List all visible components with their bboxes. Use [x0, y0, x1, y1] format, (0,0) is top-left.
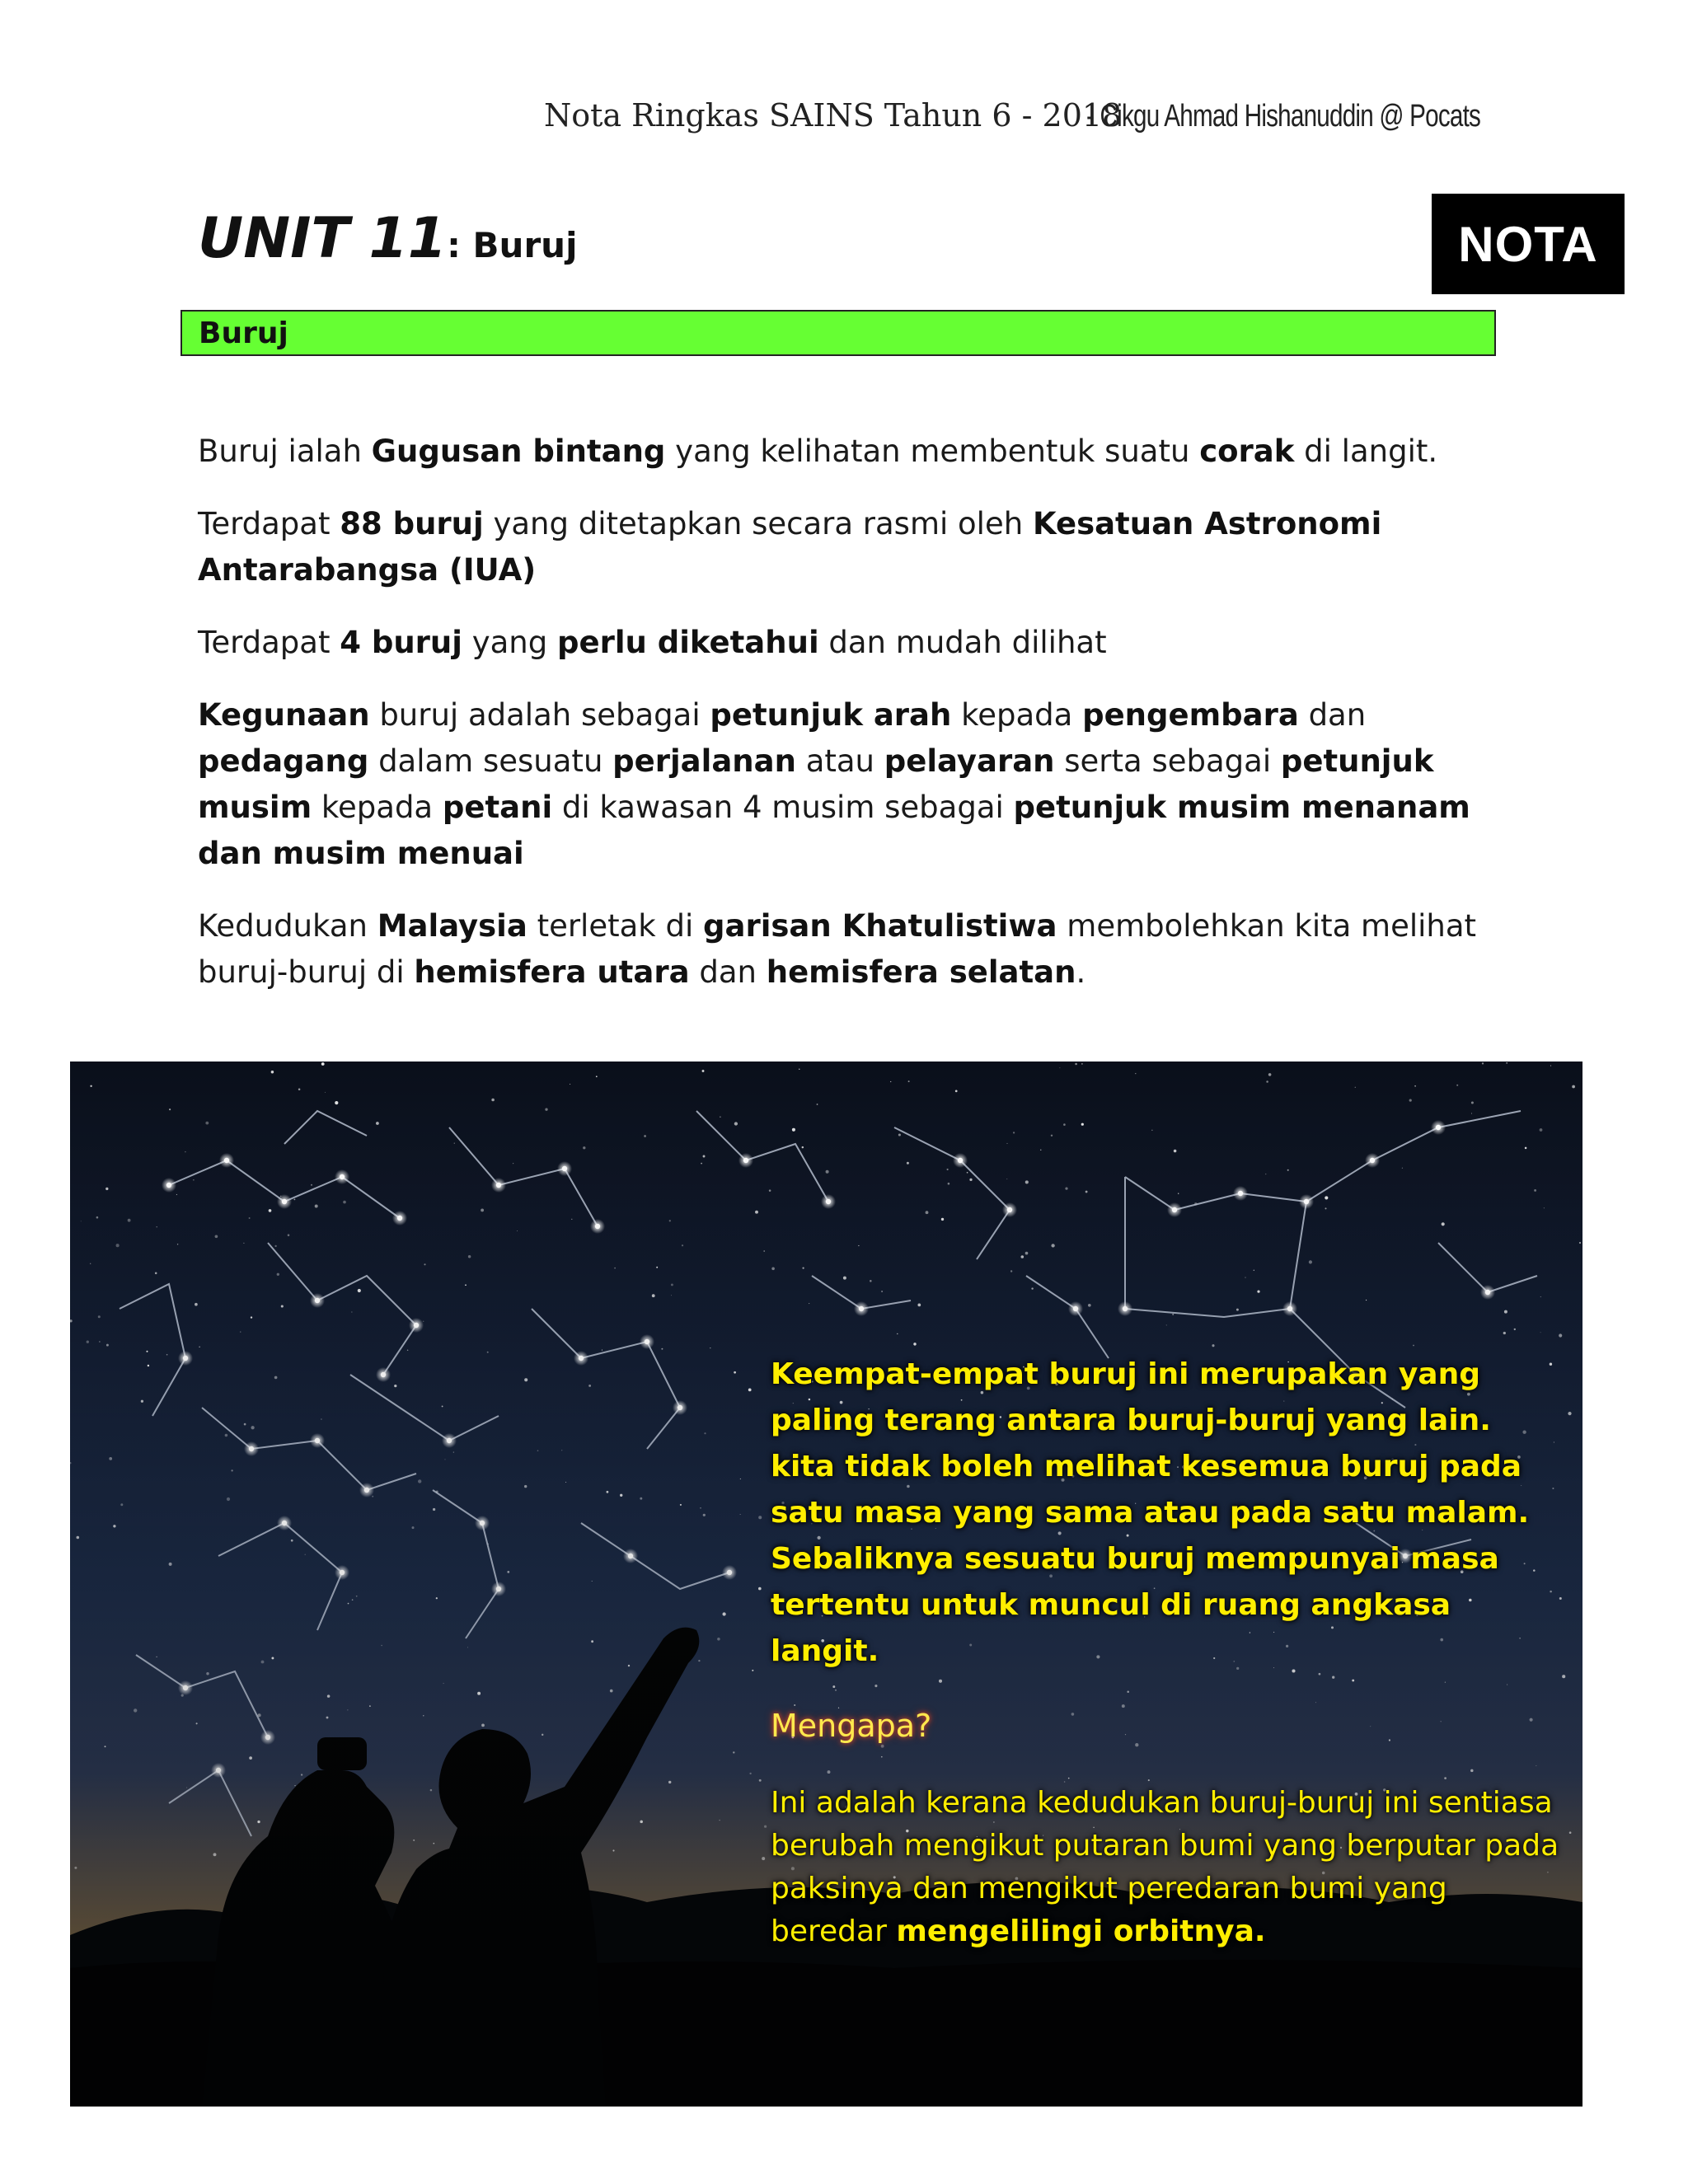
text-run: yang ditetapkan secara rasmi oleh	[483, 506, 1033, 541]
paragraph-count	[198, 501, 1500, 593]
unit-number: UNIT 11	[198, 206, 448, 271]
bold-term: pedagang	[198, 743, 369, 779]
text-run: Terdapat	[198, 625, 340, 660]
bold-term: petunjuk arah	[710, 697, 952, 733]
text-run: terletak di	[527, 908, 703, 944]
header-title: Nota Ringkas SAINS Tahun 6 - 2018	[544, 97, 1123, 134]
text-run: yang	[462, 625, 557, 660]
bold-term: perjalanan	[612, 743, 796, 779]
text-run: serta sebagai	[1054, 743, 1281, 779]
bold-term: pengembara	[1082, 697, 1299, 733]
paragraph-four-constellations	[198, 620, 1500, 666]
caption-paragraph: Keempat-empat buruj ini merupakan yang paling terang antara buruj-buruj yang lain. kita tidak boleh melihat kesemua buruj pada satu masa yang sama atau pada satu malam. Sebaliknya sesuatu buruj mempunyai masa tertentu untuk muncul di ruang angkasa langit.	[771, 1357, 1530, 1668]
nota-badge: NOTA	[1432, 194, 1625, 294]
text-run: yang kelihatan membentuk suatu	[665, 434, 1200, 469]
text-run: atau	[795, 743, 884, 779]
bold-term: corak	[1199, 434, 1295, 469]
bold-term: garisan Khatulistiwa	[703, 908, 1057, 944]
text-run: dalam sesuatu	[368, 743, 613, 779]
text-run: dan	[1298, 697, 1367, 733]
night-sky-image	[70, 1062, 1582, 2107]
text-run: kepada	[312, 790, 443, 825]
bold-term: 4 buruj	[340, 625, 462, 660]
unit-title	[198, 206, 577, 271]
bold-term: 88 buruj	[340, 506, 484, 541]
text-run: dan	[689, 954, 767, 990]
bold-term: Kegunaan	[198, 697, 370, 733]
caption-explanation-bold: mengelilingi orbitnya.	[896, 1915, 1266, 1948]
text-run: dan mudah dilihat	[818, 625, 1107, 660]
bold-term: petunjuk musim menanam dan musim menuai	[198, 790, 1470, 871]
text-run: .	[1076, 954, 1086, 990]
bold-term: Kesatuan Astronomi Antarabangsa (IUA)	[198, 506, 1382, 588]
text-run: buruj adalah sebagai	[369, 697, 710, 733]
caption-question: Mengapa?	[771, 1708, 932, 1744]
bold-term: pelayaran	[884, 743, 1055, 779]
text-run: Terdapat	[198, 506, 340, 541]
bold-term: petunjuk musim	[198, 743, 1434, 825]
paragraph-uses	[198, 692, 1500, 877]
bold-term: Gugusan bintang	[371, 434, 666, 469]
text-run: Kedudukan	[198, 908, 377, 944]
header-author: - Cikgu Ahmad Hishanuddin @ Pocats	[1086, 99, 1481, 134]
paragraph-definition	[198, 429, 1500, 475]
text-run: Buruj ialah	[198, 434, 372, 469]
content-body	[198, 429, 1500, 1022]
section-heading: Buruj	[181, 310, 1496, 356]
text-run: di kawasan 4 musim sebagai	[552, 790, 1014, 825]
paragraph-malaysia	[198, 903, 1500, 996]
bold-term: perlu diketahui	[557, 625, 819, 660]
caption-explanation-text: Ini adalah kerana kedudukan buruj-buruj ini sentiasa berubah mengikut putaran bumi yang berputar pada paksinya dan mengikut peredaran bumi yang beredar	[771, 1786, 1559, 1948]
unit-subtitle: : Buruj	[447, 225, 578, 265]
text-run: di langit.	[1294, 434, 1438, 469]
caption-explanation	[771, 1782, 1562, 1953]
page-header	[0, 97, 1688, 147]
image-caption	[771, 1352, 1562, 1953]
bold-term: Malaysia	[377, 908, 528, 944]
text-run: kepada	[951, 697, 1083, 733]
bold-term: hemisfera selatan	[766, 954, 1076, 990]
text-run: membolehkan kita melihat buruj-buruj di	[198, 908, 1477, 990]
bold-term: petani	[442, 790, 553, 825]
bold-term: hemisfera utara	[414, 954, 690, 990]
